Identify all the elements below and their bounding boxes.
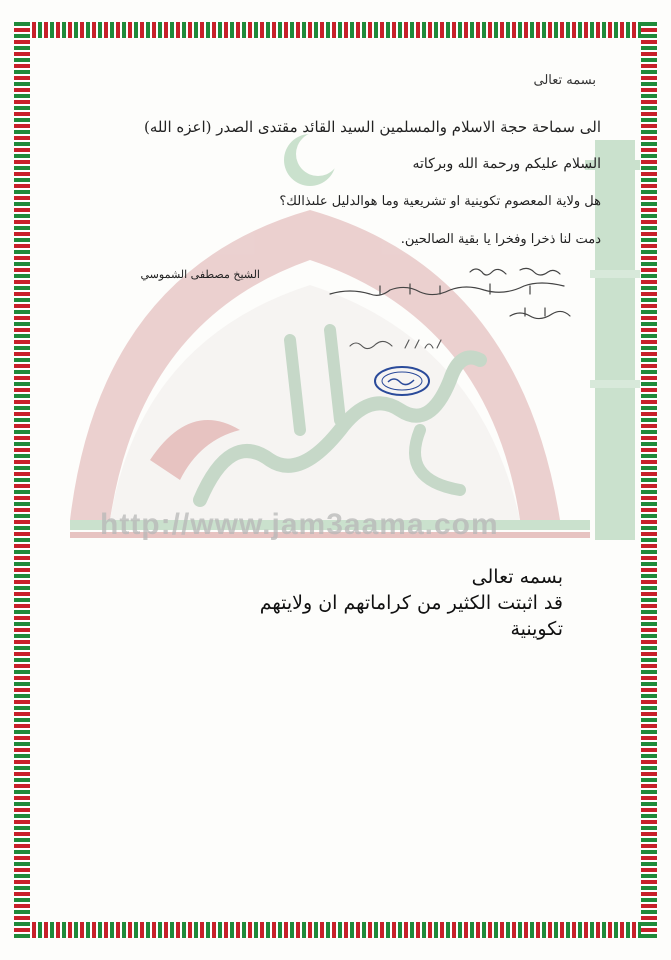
letter-addressee: الى سماحة حجة الاسلام والمسلمين السيد القائد مقتدى الصدر (اعزه الله) [144,118,601,136]
letter-basmala: بسمه تعالى [533,73,596,88]
handwritten-reply [320,258,580,338]
letter-sender: الشيخ مصطفى الشموسي [140,268,260,281]
decorative-border-right [641,22,657,938]
handwritten-date [345,332,465,356]
transcription-line-2: قد اثبتت الكثير من كراماتهم ان ولايتهم [259,592,563,614]
letter-greeting: السلام عليكم ورحمة الله وبركاته [412,156,601,172]
transcription-line-3: تكوينية [510,618,563,640]
decorative-border-bottom [14,922,657,938]
letter-question: هل ولاية المعصوم تكوينية او تشريعية وما هوالدليل علىذالك؟ [279,194,601,209]
letter-closing: دمت لنا ذخرا وفخرا يا بقية الصالحين. [400,232,601,247]
official-seal [372,364,432,398]
transcription-line-1: بسمه تعالى [471,566,563,588]
decorative-border-top [14,22,657,38]
decorative-border-left [14,22,30,938]
watermark-url: http://www.jam3aama.com [100,508,499,541]
